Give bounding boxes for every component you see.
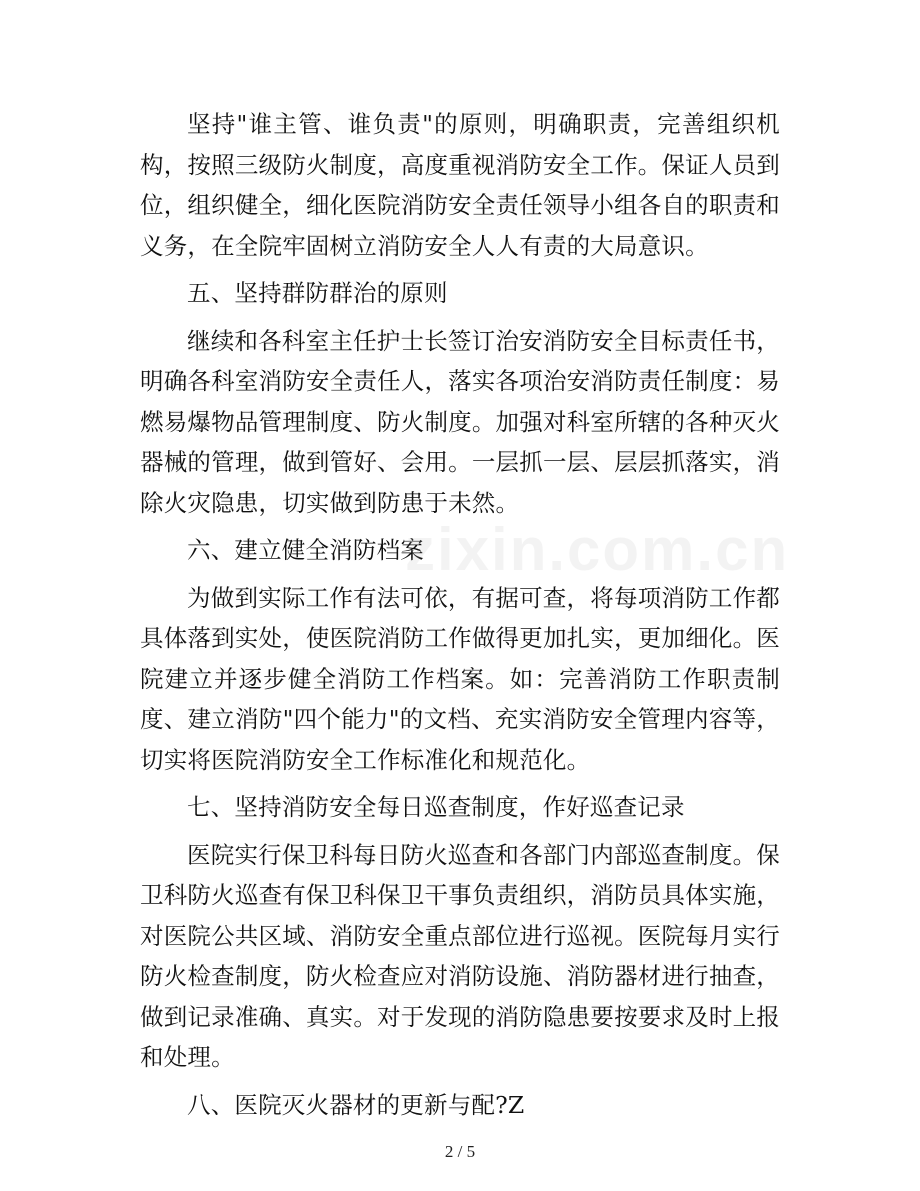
paragraph-section-6: 为做到实际工作有法可依，有据可查，将每项消防工作都具体落到实处，使医院消防工作做得更加扎实，更加细化。医院建立并逐步健全消防工作档案。如：完善消防工作职责制度、建立消防"四个能力"的文档、充实消防安全管理内容等，切实将医院消防安全工作标准化和规范化。 (140, 583, 780, 774)
page-number: 2 / 5 (444, 1142, 476, 1161)
heading-section-6: 六、建立健全消防档案 (187, 536, 424, 564)
document-body (140, 104, 780, 1132)
paragraph-section-7: 医院实行保卫科每日防火巡查和各部门内部巡查制度。保卫科防火巡查有保卫科保卫干事负责组织，消防员具体实施，对医院公共区域、消防安全重点部位进行巡视。医院每月实行防火检查制度，防火检查应对消防设施、消防器材进行抽查，做到记录准确、真实。对于发现的消防隐患要按要求及时上报和处理。 (140, 840, 780, 1071)
heading-section-7: 七、坚持消防安全每日巡查制度，作好巡查记录 (187, 793, 685, 821)
heading-section-5: 五、坚持群防群治的原则 (187, 279, 448, 307)
paragraph-section-5: 继续和各科室主任护士长签订治安消防安全目标责任书，明确各科室消防安全责任人，落实各项治安消防责任制度：易燃易爆物品管理制度、防火制度。加强对科室所辖的各种灭火器械的管理，做到管好、会用。一层抓一层、层层抓落实，消除火灾隐患，切实做到防患于未然。 (140, 326, 780, 517)
paragraph-responsibility: 坚持"谁主管、谁负责"的原则，明确职责，完善组织机构，按照三级防火制度，高度重视消防安全工作。保证人员到位，组织健全，细化医院消防安全责任领导小组各自的职责和义务，在全院牢固树立消防安全人人有责的大局意识。 (140, 110, 780, 260)
watermark: zixin.com.cn (405, 516, 790, 583)
heading-section-8: 八、医院灭火器材的更新与配?Z (187, 1090, 525, 1119)
